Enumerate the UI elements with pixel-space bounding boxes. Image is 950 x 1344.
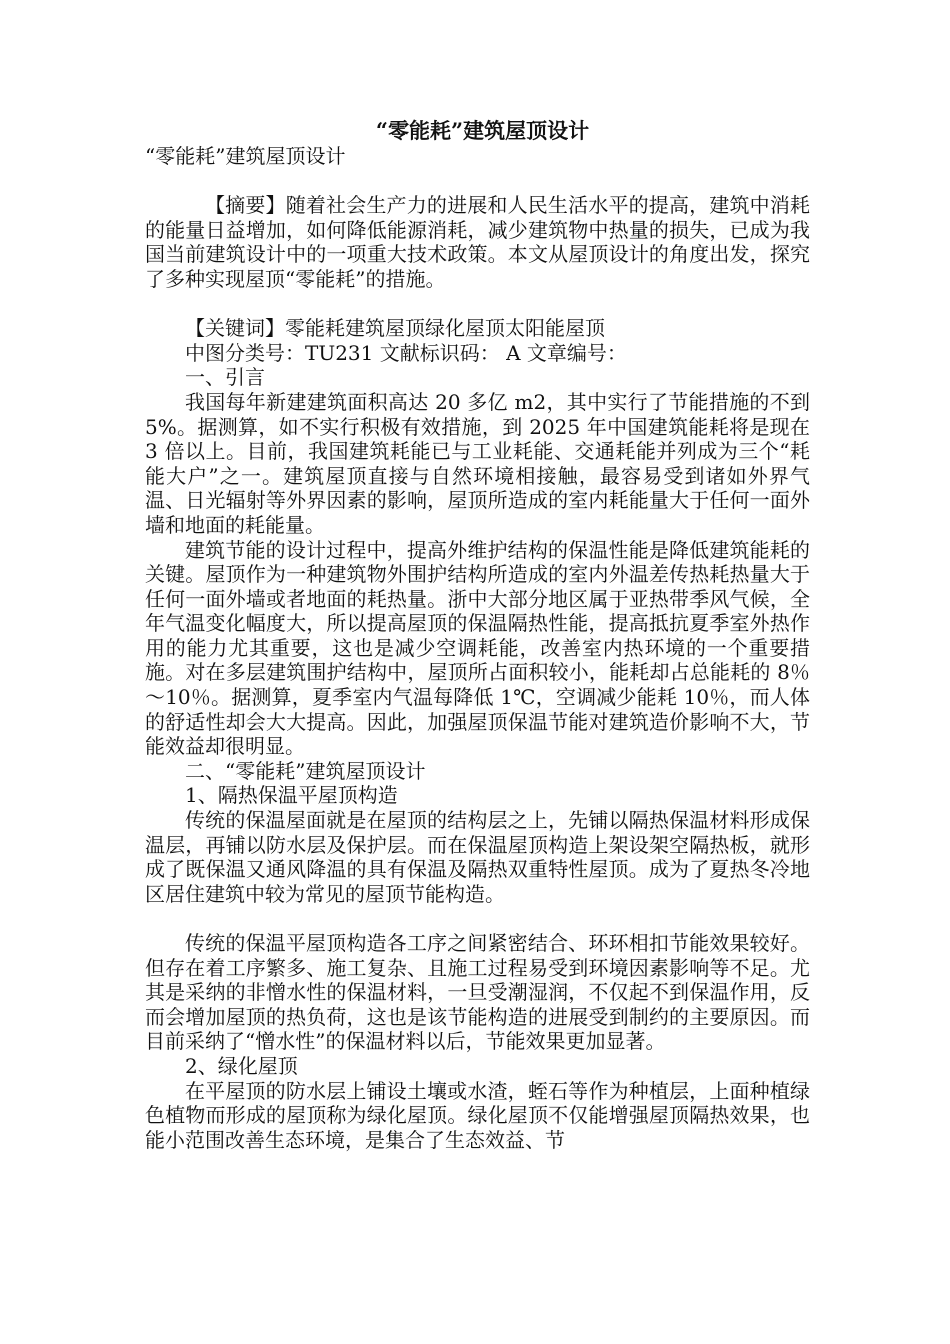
document-title: “零能耗”建筑屋顶设计 — [375, 118, 590, 143]
document-subtitle: “零能耗”建筑屋顶设计 — [145, 144, 346, 168]
green-roof-paragraph-1: 在平屋顶的防水层上铺设土壤或水渣，蛭石等作为种植层，上面种植绿色植物而形成的屋顶称为绿化屋顶。绿化屋顶不仅能增强屋顶隔热效果，也能小范围改善生态环境，是集合了生态效益、节 — [145, 1078, 810, 1152]
insulated-roof-paragraph-2: 传统的保温平屋顶构造各工序之间紧密结合、环环相扣节能效果较好。但存在着工序繁多、施工复杂、且施工过程易受到环境因素影响等不足。尤其是采纳的非憎水性的保温材料，一旦受潮湿润，不仅起不到保温作用，反而会增加屋顶的热负荷，这也是该节能构造的进展受到制约的主要原因。而目前采纳了“憎水性”的保温材料以后，节能效果更加显著。 — [145, 931, 810, 1054]
section-heading-intro: 一、引言 — [185, 365, 265, 390]
section-heading-design: 二、“零能耗”建筑屋顶设计 — [185, 758, 426, 783]
insulated-roof-paragraph-1: 传统的保温屋面就是在屋顶的结构层之上，先铺以隔热保温材料形成保温层，再铺以防水层及保护层。而在保温屋顶构造上架设架空隔热板，就形成了既保温又通风降温的具有保温及隔热双重特性屋顶。成为了夏热冬冷地区居住建筑中较为常见的屋顶节能构造。 — [145, 808, 810, 906]
intro-paragraph-2: 建筑节能的设计过程中，提高外维护结构的保温性能是降低建筑能耗的关键。屋顶作为一种建筑物外围护结构所造成的室内外温差传热耗热量大于任何一面外墙或者地面的耗热量。浙中大部分地区属于亚热带季风气候，全年气温变化幅度大，所以提高屋顶的保温隔热性能，提高抵抗夏季室外热作用的能力尤其重要，这也是减少空调耗能，改善室内热环境的一个重要措施。对在多层建筑围护结构中，屋顶所占面积较小，能耗却占总能耗的 8％～10％。据测算，夏季室内气温每降低 1℃，空调减少能耗 10％，而人体的舒适性却会大大提高。因此，加强屋顶保温节能对建筑造价影响不大，节能效益却很明显。 — [145, 537, 810, 759]
keywords-line: 【关键词】零能耗建筑屋顶绿化屋顶太阳能屋顶 — [185, 316, 605, 341]
blank-line — [145, 292, 810, 317]
intro-paragraph-1: 我国每年新建建筑面积高达 20 多亿 m2，其中实行了节能措施的不到 5%。据测算，如不实行积极有效措施，到 2025 年中国建筑能耗将是现在 3 倍以上。目前，我国建筑耗能已与工业耗能、交通耗能并列成为三个“耗能大户”之一。建筑屋顶直接与自然环境相接触，最容易受到诸如外界气温、日光辐射等外界因素的影响，屋顶所造成的室内耗能量大于任何一面外墙和地面的耗能量。 — [145, 389, 810, 537]
abstract-paragraph: 【摘要】随着社会生产力的进展和人民生活水平的提高，建筑中消耗的能量日益增加，如何降低能源消耗，减少建筑物中热量的损失，已成为我国当前建筑设计中的一项重大技术政策。本文从屋顶设计的角度出发，探究了多种实现屋顶“零能耗”的措施。 — [145, 193, 810, 291]
blank-line — [145, 169, 810, 194]
blank-line — [145, 906, 810, 931]
classification-line: 中图分类号：TU231 文献标识码： A 文章编号： — [185, 340, 627, 365]
subsection-heading-green-roof: 2、绿化屋顶 — [185, 1053, 298, 1078]
subsection-heading-insulated-roof: 1、隔热保温平屋顶构造 — [185, 783, 398, 808]
